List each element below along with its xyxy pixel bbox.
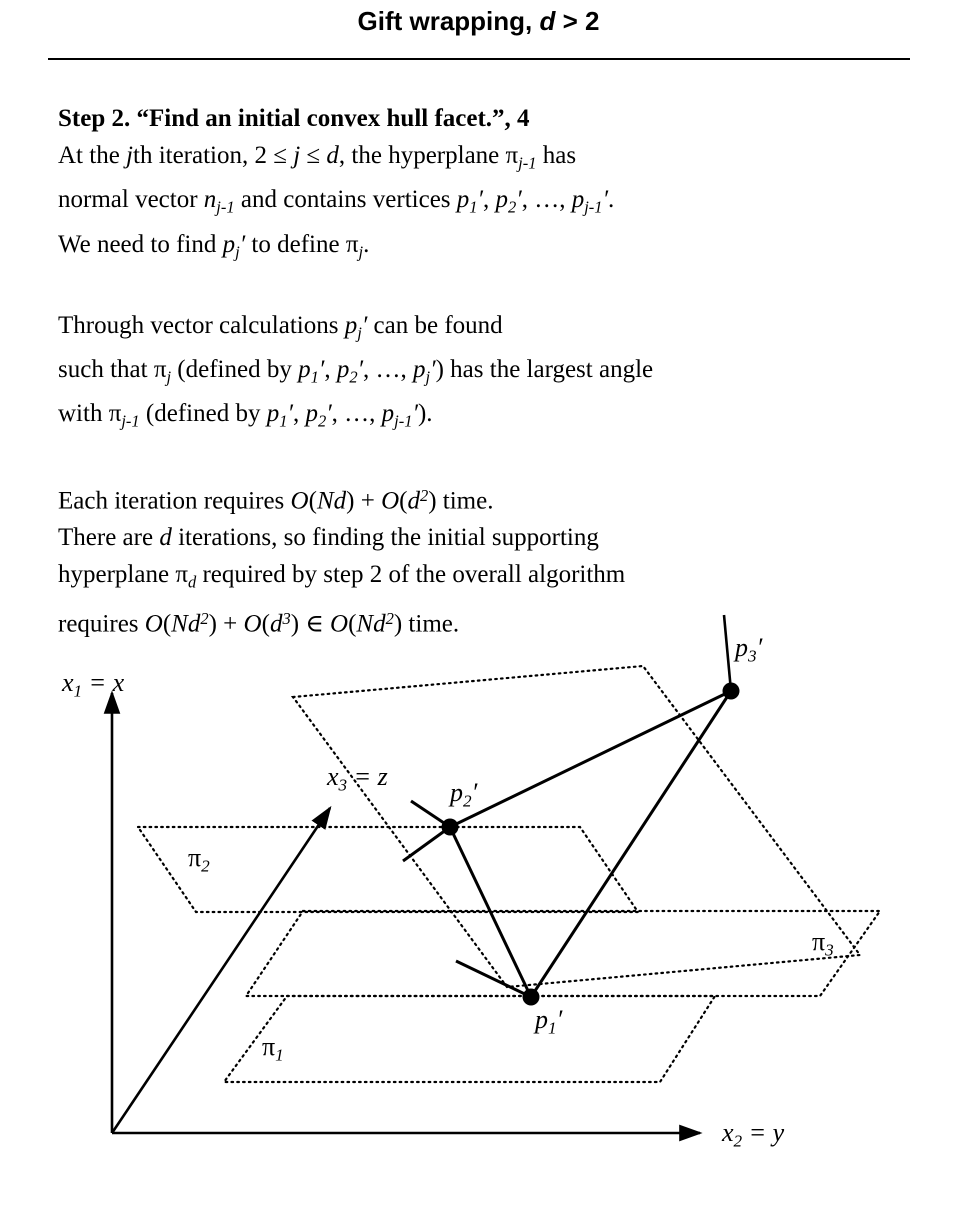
text-frag: can be found xyxy=(367,311,503,339)
prime-mark: ′ xyxy=(556,1005,563,1034)
symbol-pi: π xyxy=(108,400,122,428)
var-p: p xyxy=(735,633,748,662)
var-N: N xyxy=(316,487,334,515)
subscript: j xyxy=(235,241,240,261)
var-N: N xyxy=(356,610,374,638)
paragraph-3-line-1 xyxy=(58,477,918,519)
var-d: d xyxy=(333,487,347,515)
text-frag: . xyxy=(363,230,370,258)
subscript: 1 xyxy=(548,1018,557,1038)
subscript: j-1 xyxy=(584,197,603,217)
axis-label-x3 xyxy=(327,762,388,795)
var-p: p xyxy=(571,186,585,214)
var-p: p xyxy=(298,356,311,384)
symbol-pi: π xyxy=(153,356,167,384)
text-frag: ) + xyxy=(346,487,382,515)
point-label-p3 xyxy=(735,633,762,666)
var-d: d xyxy=(269,610,283,638)
vertex-p3 xyxy=(723,683,740,700)
text-frag: ( xyxy=(261,610,270,638)
text-frag: ) ∈ xyxy=(290,610,331,638)
subscript: j-1 xyxy=(394,411,413,431)
var-j: j xyxy=(293,142,301,169)
subscript: j-1 xyxy=(216,197,235,217)
subscript: 1 xyxy=(310,367,319,387)
paragraph-2-line-1 xyxy=(58,307,918,351)
tail-at-p1 xyxy=(456,961,531,997)
subscript: 2 xyxy=(349,367,358,387)
var-d: d xyxy=(326,142,339,169)
var-j: j xyxy=(126,142,133,169)
text-frag: ) has the largest angle xyxy=(435,356,654,384)
text-frag: th iteration, 2 ≤ xyxy=(133,142,294,169)
symbol-pi: π xyxy=(345,230,359,258)
axis-equation: = y xyxy=(742,1118,785,1147)
var-d: d xyxy=(159,524,172,552)
text-frag: ) time. xyxy=(428,487,494,515)
title-text-suffix: > 2 xyxy=(555,6,600,36)
gift-wrapping-diagram xyxy=(0,590,957,1212)
plane-label-pi1 xyxy=(262,1032,284,1065)
subscript: 1 xyxy=(279,411,288,431)
exponent: 2 xyxy=(419,485,429,505)
text-frag: iterations, so finding the initial supporting xyxy=(171,524,599,552)
text-frag: , xyxy=(483,186,496,214)
symbol-pi: π xyxy=(188,843,202,872)
var-d: d xyxy=(407,487,420,515)
prime-mark: ′ xyxy=(326,400,332,428)
symbol-pi: π xyxy=(505,142,519,169)
paragraph-2 xyxy=(58,307,918,440)
var-p: p xyxy=(266,400,280,428)
prime-mark: ′ xyxy=(471,778,478,807)
diagram-canvas xyxy=(0,590,957,1212)
paragraph-2-line-3 xyxy=(58,395,918,439)
subscript: j-1 xyxy=(121,411,140,431)
text-frag: At the xyxy=(58,142,127,169)
text-frag: such that xyxy=(58,356,154,384)
subscript: 3 xyxy=(825,940,834,960)
subscript: j xyxy=(166,367,172,387)
prime-mark: ′ xyxy=(430,356,436,384)
prime-mark: ′ xyxy=(516,186,522,214)
paragraph-1-line-1 xyxy=(58,137,918,181)
slide-body xyxy=(58,100,918,643)
var-d: d xyxy=(187,610,201,638)
var-p: p xyxy=(336,356,350,384)
vertex-p1 xyxy=(523,989,540,1006)
vertex-p2 xyxy=(442,819,459,836)
text-frag: Each iteration requires xyxy=(58,487,291,515)
axis-subscript: 2 xyxy=(733,1131,743,1151)
text-frag: ) + xyxy=(208,610,244,638)
title-divider xyxy=(48,58,910,60)
var-p: p xyxy=(381,400,395,428)
prime-mark: ′ xyxy=(412,400,418,428)
text-frag: We need to find xyxy=(58,230,223,258)
var-p: p xyxy=(535,1005,548,1034)
var-N: N xyxy=(171,610,188,638)
subscript: 1 xyxy=(275,1045,284,1065)
prime-mark: ′ xyxy=(361,311,368,339)
var-p: p xyxy=(456,186,470,214)
subscript: 2 xyxy=(317,411,327,431)
tail-at-p3-vertical xyxy=(724,615,731,691)
var-O: O xyxy=(290,487,309,515)
text-frag: normal vector xyxy=(58,186,204,214)
var-O: O xyxy=(381,487,400,515)
exponent: 3 xyxy=(282,609,291,629)
var-O: O xyxy=(144,610,163,638)
text-frag: , xyxy=(292,400,306,428)
var-p: p xyxy=(305,400,318,428)
paragraph-gap-1 xyxy=(58,270,918,307)
paragraph-1-line-3 xyxy=(58,226,918,270)
title-variable-d: d xyxy=(539,6,556,36)
text-frag: , the hyperplane xyxy=(338,142,506,169)
subscript: j xyxy=(358,241,364,261)
text-frag: Through vector calculations xyxy=(58,311,345,339)
subscript: j xyxy=(425,367,431,387)
paragraph-2-line-2 xyxy=(58,351,918,395)
text-frag: , …, xyxy=(521,186,572,214)
var-p: p xyxy=(450,778,463,807)
text-frag: requires xyxy=(58,610,145,638)
text-frag: ( xyxy=(348,610,357,638)
prime-mark: ′ xyxy=(239,230,246,258)
text-frag: ( xyxy=(399,487,408,515)
var-p: p xyxy=(495,186,508,214)
text-frag: ) time. xyxy=(393,610,460,638)
text-frag: has xyxy=(536,142,577,169)
tail-at-p2-lower xyxy=(403,827,450,861)
subscript: 3 xyxy=(748,646,757,666)
edge-p2-p3 xyxy=(450,691,731,827)
axis-equation: = x xyxy=(82,668,125,697)
symbol-pi: π xyxy=(262,1032,276,1061)
title-text-prefix: Gift wrapping, xyxy=(357,6,540,36)
axis-subscript: 3 xyxy=(338,775,348,795)
text-frag: ( xyxy=(162,610,172,638)
plane-label-pi3 xyxy=(812,927,834,960)
paragraph-3-line-2 xyxy=(58,519,918,556)
text-frag: hyperplane xyxy=(58,561,176,589)
paragraph-1 xyxy=(58,137,918,270)
plane-pi1 xyxy=(224,996,715,1082)
text-frag: . xyxy=(608,186,615,214)
subscript: j xyxy=(357,323,362,343)
axis-var: x xyxy=(62,668,74,697)
subscript: 1 xyxy=(469,197,478,217)
axis-var: x xyxy=(722,1118,734,1147)
axis-subscript: 1 xyxy=(73,681,83,701)
axis-equation: = z xyxy=(347,762,388,791)
var-O: O xyxy=(243,610,262,638)
text-frag: (defined by xyxy=(139,400,267,428)
prime-mark: ′ xyxy=(602,186,609,214)
symbol-pi: π xyxy=(812,927,826,956)
symbol-pi: π xyxy=(175,561,188,589)
paragraph-1-line-2 xyxy=(58,181,918,225)
var-p: p xyxy=(344,311,358,339)
text-frag: , …, xyxy=(363,356,414,384)
prime-mark: ′ xyxy=(756,633,763,662)
plane-pi2 xyxy=(138,827,638,912)
text-frag: and contains vertices xyxy=(234,186,457,214)
subscript: 2 xyxy=(463,791,472,811)
prime-mark: ′ xyxy=(287,400,293,428)
step-heading: Step 2. “Find an initial convex hull facet.”, 4 xyxy=(58,105,530,132)
var-n: n xyxy=(203,186,217,214)
text-frag: , xyxy=(324,356,337,384)
axis-var: x xyxy=(327,762,339,791)
text-frag: with xyxy=(58,400,109,428)
plane-middle-band xyxy=(246,911,880,996)
text-frag: (defined by xyxy=(171,356,299,384)
text-frag: ( xyxy=(308,487,317,515)
subscript: d xyxy=(187,572,197,592)
var-p: p xyxy=(222,230,236,258)
subscript: 2 xyxy=(201,856,210,876)
text-frag: , …, xyxy=(331,400,382,428)
exponent: 2 xyxy=(385,609,394,629)
paragraph-gap-2 xyxy=(58,440,918,477)
prime-mark: ′ xyxy=(477,186,483,214)
var-O: O xyxy=(330,610,349,638)
text-frag: ≤ xyxy=(300,142,327,169)
point-label-p1 xyxy=(535,1005,562,1038)
text-frag: ). xyxy=(417,400,433,428)
prime-mark: ′ xyxy=(357,356,364,384)
text-frag: to define xyxy=(245,230,346,258)
edge-p1-p3 xyxy=(531,691,731,997)
var-d: d xyxy=(373,610,386,638)
text-frag: required by step 2 of the overall algorithm xyxy=(196,561,626,589)
prime-mark: ′ xyxy=(318,356,325,384)
page-title xyxy=(0,6,957,37)
axis-x3-diagonal xyxy=(112,808,330,1133)
point-label-p2 xyxy=(450,778,477,811)
subscript: 2 xyxy=(508,197,517,217)
axis-label-x1 xyxy=(62,668,124,701)
exponent: 2 xyxy=(200,609,209,629)
axis-label-x2 xyxy=(722,1118,784,1151)
subscript: j-1 xyxy=(518,153,537,173)
plane-label-pi2 xyxy=(188,843,210,876)
text-frag: There are xyxy=(58,524,160,552)
var-p: p xyxy=(413,356,426,384)
